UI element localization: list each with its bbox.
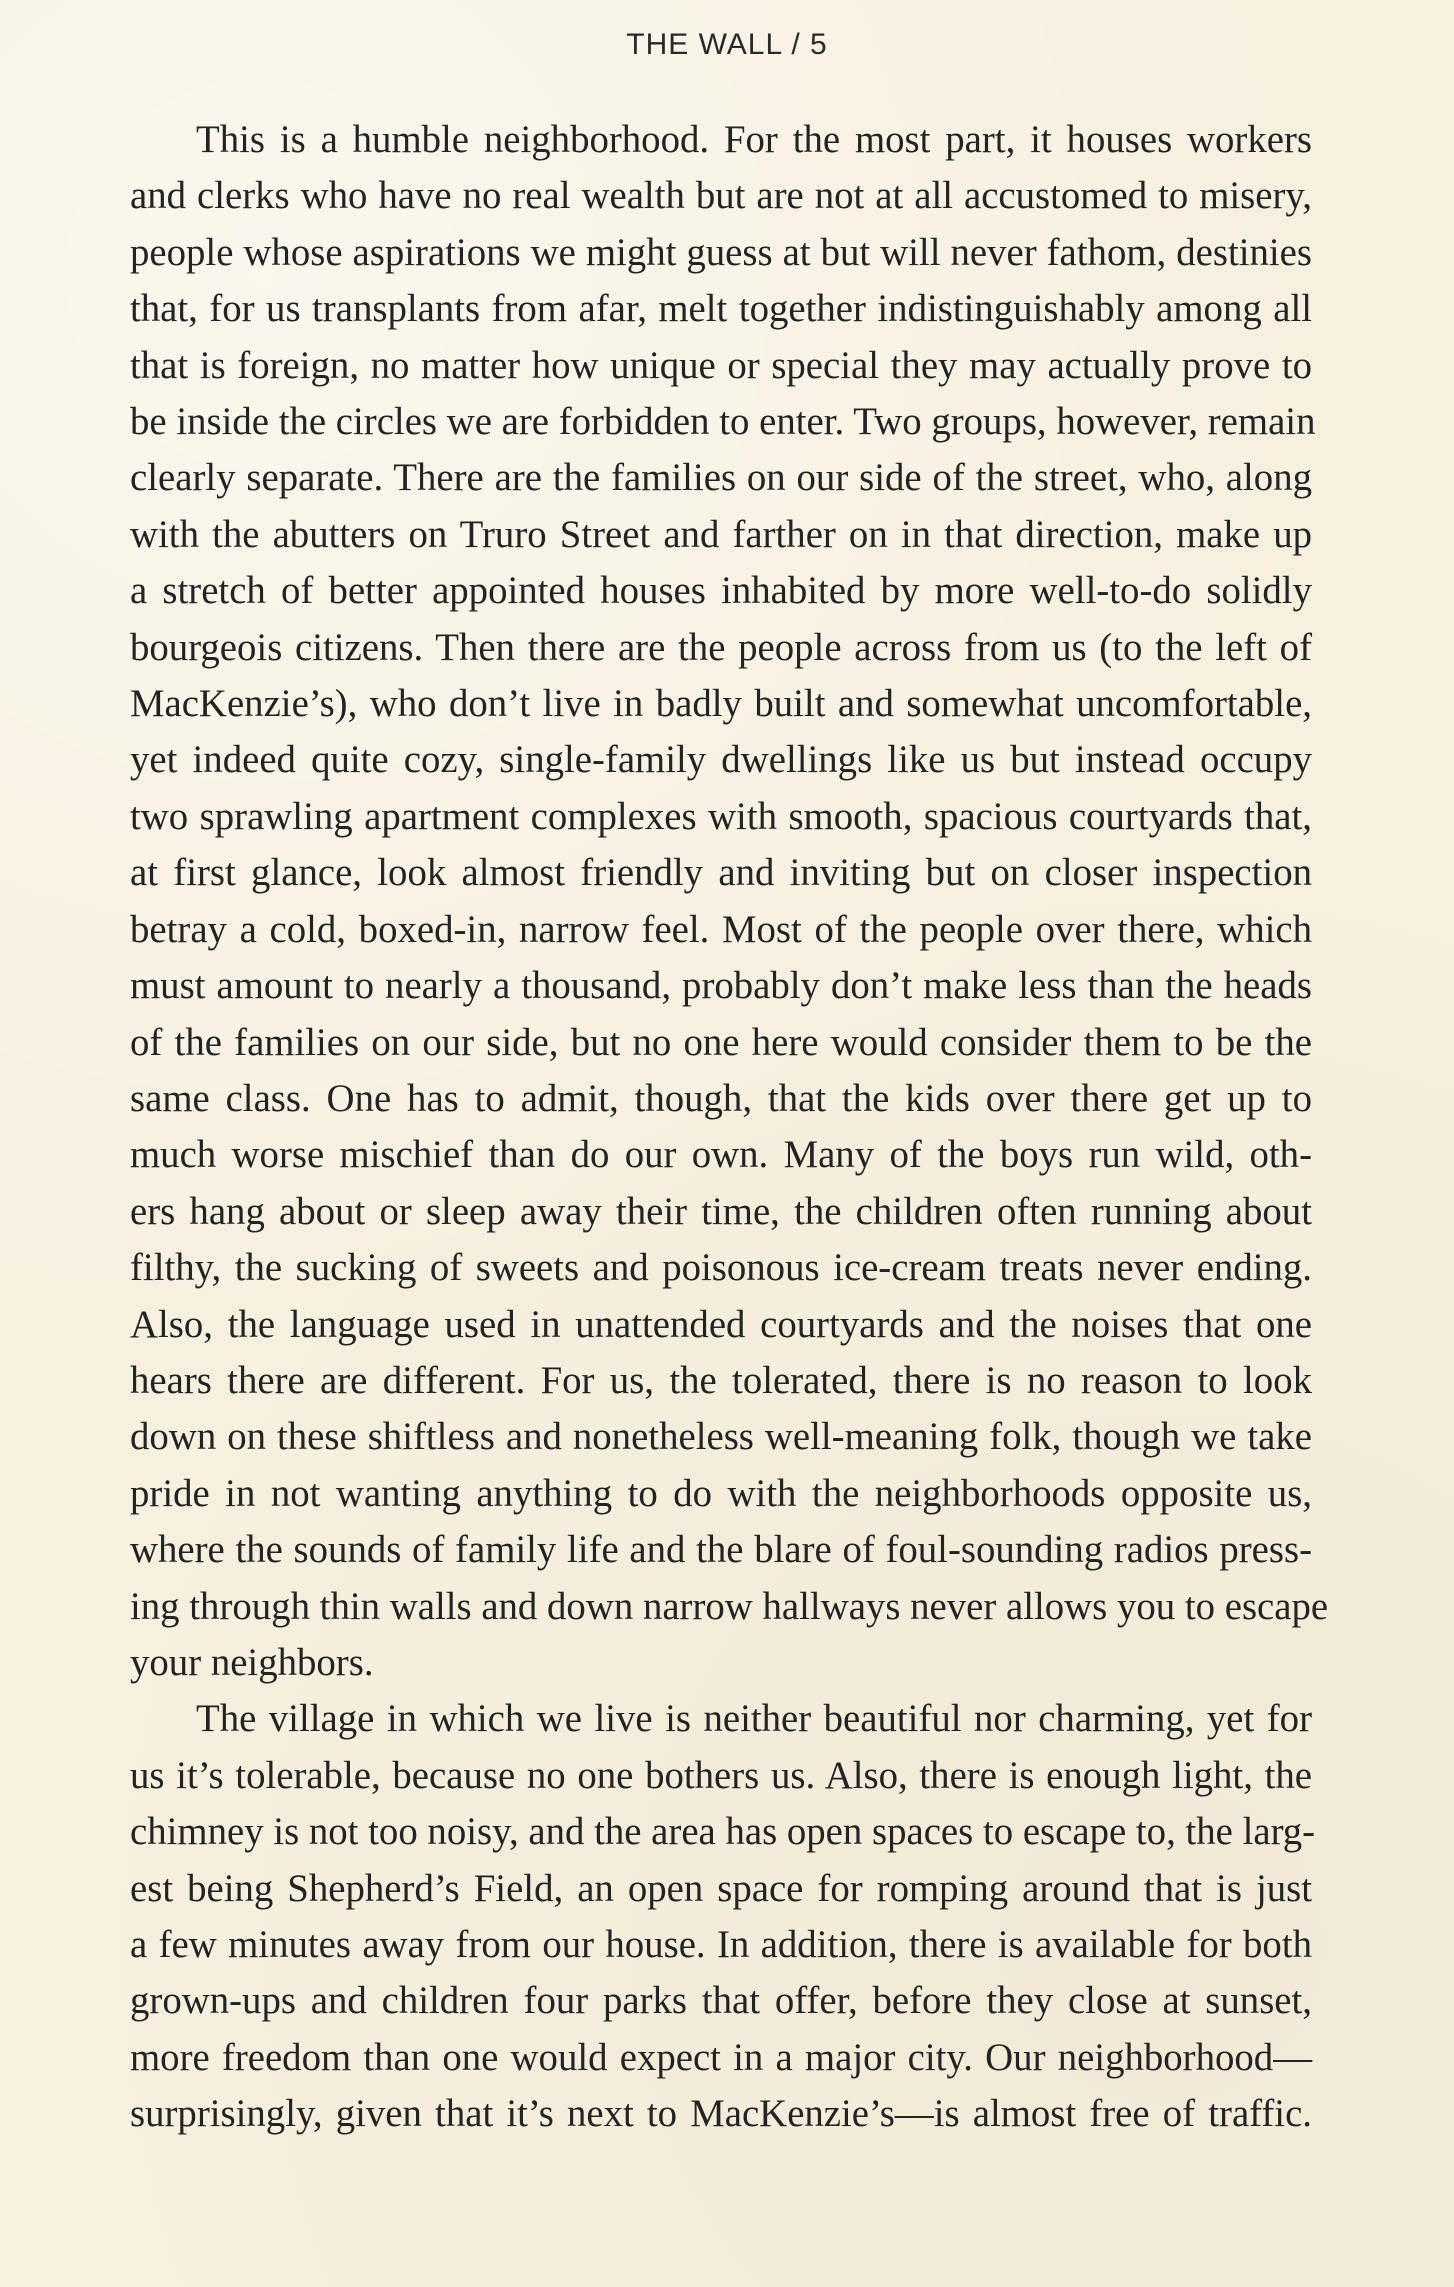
body-text: [130, 112, 1329, 2143]
text-line: filthy, the sucking of sweets and poisonous ice-cream treats never ending.: [130, 1246, 1312, 1290]
text-line: that is foreign, no matter how unique or special they may actually prove to: [130, 343, 1312, 387]
text-line: your neighbors.: [130, 1640, 374, 1684]
text-line: down on these shiftless and nonetheless well-meaning folk, though we take: [130, 1415, 1312, 1459]
text-line: chimney is not too noisy, and the area has open spaces to escape to, the larg-: [130, 1810, 1316, 1854]
paragraph: [130, 112, 1329, 1691]
text-line: MacKenzie’s), who don’t live in badly built and somewhat uncomfortable,: [130, 682, 1312, 726]
text-line: must amount to nearly a thousand, probably don’t make less than the heads: [130, 964, 1312, 1008]
text-line: Also, the language used in unattended courtyards and the noises that one: [130, 1302, 1312, 1346]
text-line: a stretch of better appointed houses inhabited by more well-to-do solidly: [130, 569, 1312, 613]
text-line: surprisingly, given that it’s next to MacKenzie’s—is almost free of traffic.: [130, 2092, 1312, 2136]
text-line: clearly separate. There are the families on our side of the street, who, along: [130, 456, 1312, 500]
text-line: at first glance, look almost friendly and inviting but on closer inspection: [130, 851, 1312, 895]
text-line: us it’s tolerable, because no one bothers us. Also, there is enough light, the: [130, 1753, 1312, 1797]
text-line: more freedom than one would expect in a major city. Our neighborhood—: [130, 2035, 1312, 2079]
paragraph: [130, 1691, 1316, 2142]
text-line: This is a humble neighborhood. For the most part, it houses workers: [196, 118, 1312, 161]
text-line: people whose aspirations we might guess at but will never fathom, destinies: [130, 230, 1312, 274]
text-line: est being Shepherd’s Field, an open space for romping around that is just: [130, 1866, 1312, 1910]
text-line: grown-ups and children four parks that offer, before they close at sunset,: [130, 1979, 1312, 2023]
text-line: two sprawling apartment complexes with smooth, spacious courtyards that,: [130, 794, 1312, 838]
text-line: where the sounds of family life and the blare of foul-sounding radios press-: [130, 1528, 1312, 1572]
text-line: bourgeois citizens. Then there are the people across from us (to the left of: [130, 625, 1312, 669]
text-line: hears there are different. For us, the tolerated, there is no reason to look: [130, 1358, 1312, 1402]
text-line: ers hang about or sleep away their time, the children often running about: [130, 1189, 1312, 1233]
text-line: much worse mischief than do our own. Many of the boys run wild, oth-: [130, 1133, 1312, 1177]
text-line: of the families on our side, but no one here would consider them to be the: [130, 1020, 1312, 1064]
text-line: be inside the circles we are forbidden to enter. Two groups, however, remain: [130, 400, 1316, 444]
running-head: THE WALL / 5: [626, 28, 828, 61]
text-line: and clerks who have no real wealth but are not at all accustomed to misery,: [130, 174, 1312, 218]
text-line: pride in not wanting anything to do with the neighborhoods opposite us,: [130, 1471, 1312, 1515]
text-line: with the abutters on Truro Street and farther on in that direction, make up: [130, 512, 1312, 556]
text-line: ing through thin walls and down narrow hallways never allows you to escape: [130, 1584, 1329, 1628]
text-line: yet indeed quite cozy, single-family dwellings like us but instead occupy: [130, 738, 1312, 782]
text-line: a few minutes away from our house. In addition, there is available for both: [130, 1923, 1312, 1966]
text-line: same class. One has to admit, though, that the kids over there get up to: [130, 1076, 1312, 1120]
text-line: betray a cold, boxed-in, narrow feel. Most of the people over there, which: [130, 907, 1312, 951]
text-line: that, for us transplants from afar, melt together indistinguishably among all: [130, 287, 1312, 331]
text-line: The village in which we live is neither beautiful nor charming, yet for: [196, 1697, 1312, 1741]
